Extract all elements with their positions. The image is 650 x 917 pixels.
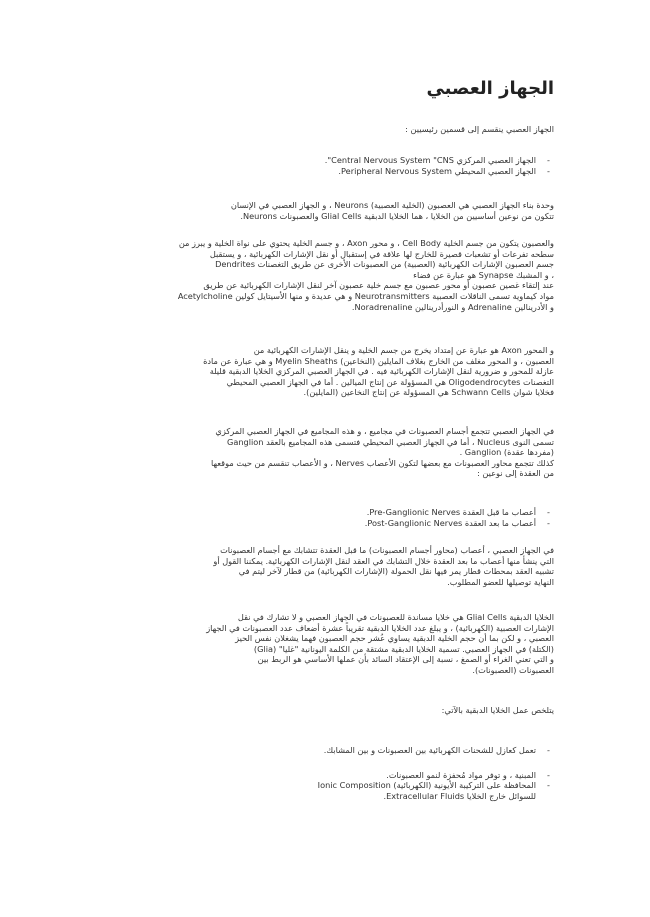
neurons-paragraph — [96, 200, 554, 221]
text-line: الخلايا الدبقية Glial Cells هي خلايا مساندة للعصبونات في الجهاز العصبي و لا تشارك في نقل — [237, 612, 554, 622]
axon-paragraph — [96, 345, 554, 398]
list-item: - الجهاز العصبي المركزي Central Nervous System "CNS". — [96, 155, 554, 166]
structure-paragraph — [96, 238, 554, 312]
list-item: - أعصاب ما قبل العقدة Pre-Ganglionic Nerves. — [96, 507, 554, 518]
text-line: سطحه تفرعات أو تشعبات قصيرة للخارج لها علاقة في إستقبال أو نقل الإشارات الكهربائية ، و يستقبل — [209, 248, 554, 259]
text-line: عازلة للمحور و ضرورية لنقل الإشارات الكهربائية فيه . في الجهاز العصبي المركزي الخلايا الدبقية قليلة — [209, 366, 554, 377]
text-line: و المحور Axon هو عبارة عن إمتداد يخرج من جسم الخلية و ينقل الإشارات الكهربائية من — [253, 345, 554, 355]
functions-intro — [96, 705, 554, 716]
nerve-types-list — [96, 507, 554, 528]
text-line: الإشارات العصبية (الكهربائية) ، و يبلغ عدد الخلايا الدبقية تقريباً عشرة أضعاف عدد العصبونات في الجهاز — [206, 622, 554, 633]
functions-list — [96, 745, 554, 801]
divisions-list — [96, 155, 554, 176]
text-line: (مفردها عقدة) Ganglion . — [459, 447, 554, 458]
glial-paragraph — [96, 612, 554, 676]
spacer — [96, 756, 554, 770]
text-line: تسمى النوى Nucleus ، أما في الجهاز العصبي المحيطي فتسمى هذه المجاميع بالعقد Ganglion — [227, 436, 554, 447]
text-line: العصبي ، و لكن بما أن حجم الخلية الدبقية يساوي عُشر حجم العصبون فهما يشغلان نفس الحيز — [235, 633, 554, 644]
list-item: - أعصاب ما بعد العقدة Post-Ganglionic Nerves. — [96, 518, 554, 529]
text-line: في الجهاز العصبي ، أعصاب (محاور أجسام العصبونات) ما قبل العقدة تتشابك مع أجسام العصبونات — [220, 545, 554, 555]
intro-line: الجهاز العصبي ينقسم إلى قسمين رئيسيين : — [405, 124, 554, 134]
text-line: (الكتلة) في الجهاز العصبي. تسمية الخلايا الدبقية مشتقة من الكلمة اليونانية "غليا" (Glia) — [253, 643, 554, 654]
text-line: وحدة بناء الجهاز العصبي هي العصبون (الخلية العصبية) Neurons ، و الجهاز العصبي في الإنسان — [230, 200, 554, 210]
text-line: و التي تعني الغراء أو الصمغ ، نسبة إلى الإعتقاد السائد بأن عملها الأساسي هو الربط بين — [257, 654, 554, 665]
list-item: - المبنية ، و توفر مواد مُحفزة لنمو العصبونات. — [96, 770, 554, 781]
text-line: كذلك تتجمع محاور العصبونات مع بعضها لتكون الأعصاب Nerves ، و الأعصاب تنقسم من حيث موقعها — [210, 457, 554, 468]
text-line: والعصبون يتكون من جسم الخلية Cell Body ، و محور Axon ، و جسم الخلية يحتوي على نواة الخلية و يبرز من — [178, 238, 554, 248]
text-line: من العقدة إلى نوعين : — [477, 468, 554, 479]
text-line: العصبون ، و المحور مغلف من الخارج بغلاف المايلين (النخاعين) Myelin Sheaths و هي عبارة عن مادة — [203, 355, 554, 366]
text-line: تتكون من نوعين أساسيين من الخلايا ، هما الخلايا الدبقية Glial Cells والعصبونات Neurons. — [240, 210, 554, 221]
list-item: - تعمل كعازل للشحنات الكهربائية بين العصبونات و بين المشابك. — [96, 745, 554, 756]
text-line: التغصنات Oligodendrocytes هي المسؤولة عن إنتاج الميالين . أما في الجهاز العصبي المحيطي — [226, 376, 554, 387]
list-item: - الجهاز العصبي المحيطي Peripheral Nervous System. — [96, 166, 554, 177]
list-item-continuation: للسوائل خارج الخلايا Extracellular Fluids. — [383, 790, 536, 801]
text-line: مواد كيماوية تسمى الناقلات العصبية Neurotransmitters و هي عديدة و منها الأسيتايل كولين Acetylcholine — [177, 290, 554, 301]
text-line: عند إلتقاء غصين عصبون أو محور عصبون مع جسم خلية عصبون آخر لنقل الإشارات الكهربائية عن طريق — [203, 280, 554, 291]
list-item: - المحافظة على التركيبة الأيونية (الكهربائية) Ionic Composition — [96, 780, 554, 791]
text-line: يتلخص عمل الخلايا الدبقية بالآتي: — [441, 705, 554, 715]
intro-paragraph — [96, 124, 554, 135]
text-line: جسم العصبون الإشارات الكهربائية (العصبية) من العصبونات الأخرى عن طريق التغصنات Dendrites — [215, 259, 554, 270]
text-line: النهاية توصيلها للعضو المطلوب. — [447, 576, 554, 587]
text-line: العصبونات (العصبونات). — [472, 664, 554, 675]
text-line: في الجهاز العصبي تتجمع أجسام العصبونات في مجاميع ، و هذه المجاميع في الجهاز العصبي المركزي — [215, 426, 554, 436]
text-line: فخلايا شوان Schwann Cells هي المسؤولة عن إنتاج النخاعين (المايلين). — [303, 387, 554, 398]
ganglion-paragraph — [96, 545, 554, 587]
text-line: التي ينشأ منها أعصاب ما بعد العقدة خلال التشابك في العقد لنقل الإشارات الكهربائية. يمكننا القول أو — [213, 555, 554, 566]
text-line: ، و المشبك Synapse هو عبارة عن فضاء — [413, 269, 554, 280]
nuclei-paragraph — [96, 426, 554, 479]
text-line: و الأدرينالين Adrenaline و النورأدرينالين Noradrenaline. — [351, 301, 554, 312]
document-title: الجهاز العصبي — [426, 78, 554, 99]
text-line: تشبيه العقد بمحطات قطار يمر فيها نقل الحمولة (الإشارات الكهربائية) من قطار لآخر ليتم في — [238, 566, 554, 577]
